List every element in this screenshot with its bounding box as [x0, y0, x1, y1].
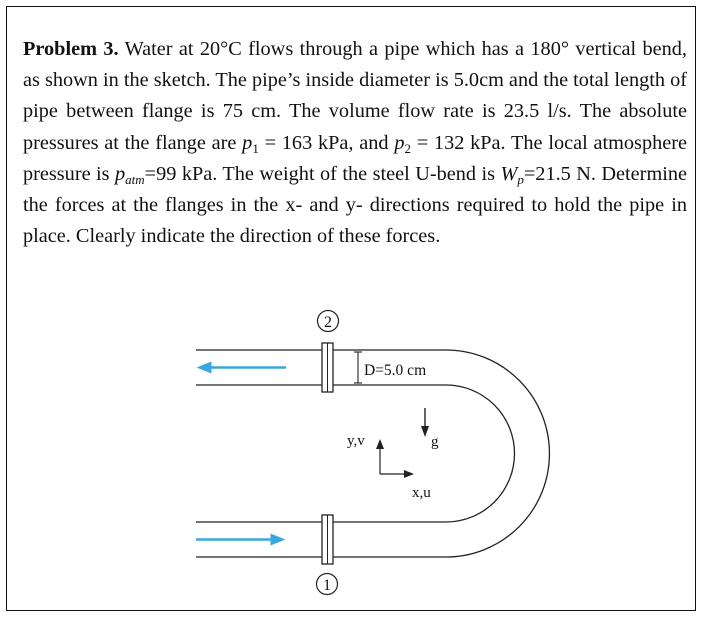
patm-subscript: atm: [125, 171, 145, 187]
diameter-dimension: [354, 352, 426, 383]
section-1-label: 1: [323, 577, 331, 594]
section-2-label: 2: [324, 314, 332, 331]
section-2-marker: [318, 311, 339, 332]
coordinate-axes: [347, 433, 431, 501]
wp-subscript: p: [517, 171, 524, 187]
flange-2: [322, 343, 333, 392]
gravity-label: g: [431, 434, 439, 450]
problem-text-part-1: Water at 20°C flows through a pipe which has a 180° vertical bend, as shown in the sketch. The pipe’s inside diameter is 5.0cm and the total length of pipe between flange is 75 cm. The volume flow rate is 23.5 l/s. The absolute pressures at the flange are: [23, 38, 687, 154]
p2-symbol: p: [394, 131, 405, 154]
patm-symbol: p: [115, 162, 126, 185]
x-axis-label: x,u: [412, 485, 431, 501]
flange-1: [322, 515, 333, 564]
wp-symbol: W: [500, 162, 518, 185]
p1-value-text: = 163 kPa, and: [258, 131, 395, 154]
wp-value-text: =21.5 N. Determine the forces at the flanges in the x- and y- directions required to hold the pipe in place. Clearly indicate the direction of these forces.: [23, 162, 687, 248]
p1-symbol: p: [242, 131, 253, 154]
gravity-indicator: [421, 408, 439, 450]
patm-value-text: =99 kPa. The weight of the steel U-bend is: [144, 162, 501, 185]
diameter-label: D=5.0 cm: [364, 362, 427, 379]
section-1-marker: [317, 574, 338, 595]
p1-subscript: 1: [252, 140, 259, 156]
p2-value-text: = 132 kPa. The local atmosphere pressure is: [23, 131, 687, 185]
problem-heading: Problem 3.: [23, 38, 119, 60]
y-axis-label: y,v: [347, 433, 365, 449]
u-bend: [446, 350, 549, 557]
p2-subscript: 2: [404, 140, 411, 156]
